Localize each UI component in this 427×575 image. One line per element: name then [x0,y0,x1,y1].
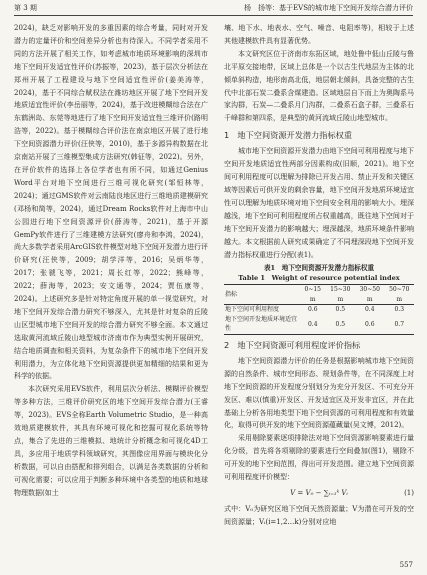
section-heading-1: 1 地下空间资源开发潜力指标权重 [224,130,353,141]
table-caption-en: Table 1 Weight of resource potential index [238,274,400,283]
left-column [14,22,208,500]
table-cell: 0.5 [335,306,346,314]
table-cell: 0.6 [364,320,375,328]
running-header [14,3,413,15]
paragraph-evs-method: 本次研究采用EVS软件，利用层次分析法、模糊评价模型等多种方法，三维评价研究区的地下空间开发综合潜力(王睿等，2023)。EVS全称Earth Volumetric Studio，是一种高效地质建模软件，其具有环境可视化和挖掘可视化系统等特点，集合了先进的三维模拟、地统计分析概念和可视化4D工具，多应用于地质学科领域研究，其图像应用界面与模块化分析数据，可以自由搭配和排列组合，以满足各类数据的分析和可视化需要；可以应用于判断多种环境中各类型的地质和地球物理数据(如土 [14,385,208,497]
equation-1 [224,487,414,500]
table-row [224,315,414,335]
page-number: 557 [399,561,413,569]
table-header-row [224,285,414,305]
table-cell: 0.7 [394,320,405,328]
table-cell: 0.6 [307,306,318,314]
table-cell: 地下空间可利用程度 [225,306,280,314]
paragraph-literature-review: 2024)，缺乏对影响开发的多重因素的综合考量，同时对开发潜力的定量评价和空间差异分析也有待深入。不同学者采用不同的方法开展了相关工作，如考虑城市地质环境影响的深圳市地下空间开发适宜性评价(苏振等，2023)，基于层次分析法在郑州开展了工程建设与地下空间适宜性评价(姜美涛等，2024)，基于不同综合赋权法在潍坊地区开展了地下空间开发地质适宜性评价(李岳丽等，2024)，基于改进模糊综合法在广东鹤洲岛、东莞等地进行了地下空间开发适宜性三维评价(路明浩等，2022)。基于模糊综合评价法在南京地区开展了进行地下空间资源潜力评价(汪侠等，2010)，基于多源异构数据在北京南站开展了三维模型集成方法研究(韩征等，2022)。另外，在评价软件的选择上各位学者也有所不同，如通过Genius Word平台对地下空间进行三维可视化研究(邹恒林等，2024)；通过GMS软件对云南陆良地区进行三维地质建模研究(邓杨和简等，2024)，通过Dream Rocks软件对上海市中山公园进行地下空间资源评价(薛涛等，2021)，基于开源GemPy软件进行了三维建模方法研究(廖舟和李鸿，2024)，尚大多数学者采用ArcGIS软件模型对地下空间开发潜力进行评价研究(汪侠等，2009；胡学洋等，2016；吴炳华等，2017；张虢飞等，2021；周长红等，2022；熊峰等，2022；薛海等，2023；安文通等，2024；贾伍康等，2024)。上述研究多是针对特定角度开展的单一视觉研究，对地下空间开发综合潜力研究不够深入，尤其是针对复杂的丘陵山区型城市地下空间开发的综合潜力研究不够全面。本文通过选取黄河流域丘陵山地型城市济南市作为典型实例开展研究，结合地质调查和相关资料，为复杂条件下的城市地下空间开发利用潜力，为立体化地下空间资源提供更加精细的结果和更为科学的依据。 [14,24,208,381]
table-cell: 0.3 [394,306,405,314]
paragraph-equation-legend: 式中：V₀为研究区地下空间天然资源量；V为潜在可开发的空间资源量；Vᵢ(i=1,2…k)分别对应地 [224,504,414,526]
paragraph-study-area: 本文研究区位于济南市东拓区域，地处鲁中低山丘陵与鲁北平原交接地带，区域上总体是一个以古生代地层为主体的北倾单斜构造，地形南高北低，地层朝北倾斜，具备完整的古生代中北部石炭二叠系含煤建造。区域地层自下而上为奥陶系马家沟群，石炭—二叠系月门沟群，二叠系石盒子群，三叠系石千峰群和第四系，是典型的黄河流域丘陵山地型城市。 [224,49,414,123]
issue-label: 第 3 期 [14,4,37,12]
table-cell: 0.5 [335,320,346,328]
equation-body: V = V₀ − ∑ᵢ₌₁ᵏ Vᵢ [290,488,348,497]
table-row [224,305,414,315]
equation-number: (1) [404,488,414,497]
table-header-cell: 50~70 m [389,286,410,303]
table-header-cell: 15~30 m [330,286,351,303]
right-column [224,22,414,529]
paragraph-model-intro: 采用剔除要素逐项排除法对地下空间资源影响要素进行量化分级，首先将各项剔除的要素进行空间叠加(图1)，剔除不可开发的地下空间范围，得出可开发范围。建立地下空间资源可利用程度评价模型： [224,434,414,482]
weight-table [224,284,414,335]
paragraph-evs-continued: 壤、地下水、地表水、空气、噪音、电阻率等)，相较于上述其他建模软件具有显著优势。 [224,24,414,45]
table-caption-zh: 表1 地下空间资源开发潜力指标权重 [263,264,375,273]
table-header-cell: 30~50 m [359,286,380,303]
table-cell: 0.4 [364,306,375,314]
section-heading-2: 2 地下空间资源可利用程度评价指标 [224,339,361,350]
table-cell: 0.4 [307,320,318,328]
table-header-cell: 0~15 m [304,286,321,303]
running-title: 杨 扬等：基于EVS的城市地下空间开发综合潜力评价 [244,4,413,12]
table-cell: 地下空间开发地质环境适宜性 [225,315,298,333]
paragraph-weight-intro: 城市地下空间资源开发潜力由地下空间可利用程度与地下空间开发地质适宜性两部分因素构成(旧顺，2021)。地下空间可利用程度可以理解为排除已开发占用、禁止开发和关键区域等因素后可供开发的剩余容量，地下空间开发地质环境适宜性可以理解为地质环境对地下空间安全利用的影响大小。埋深越浅，地下空间可利用程度所占权重越高，既往地下空间对于地下空间开发潜力的影响越大；埋深越深，地质环境条件影响越大。本文根据前人研究成果确定了不同埋深段地下空间开发潜力指标权重进行分配(表1)。 [224,147,414,259]
table-header-cell: 指标 [225,291,238,299]
header-rule [14,15,413,16]
paragraph-evaluation-task: 地下空间资源潜力评价的任务是根据影响城市地下空间资源的自然条件、城市空间形态、规划条件等，在不同深度上对地下空间资源的开发程度分别划分为充分开发区、不可充分开发区、难以(慎重)开发区、开发适宜区及开发非宜区，并在此基础上分析各用地类型下地下空间资源的可利用程度和有效量化，取得可供开发的地下空间资源蕴藏量(吴文博，2012)。 [224,356,414,430]
